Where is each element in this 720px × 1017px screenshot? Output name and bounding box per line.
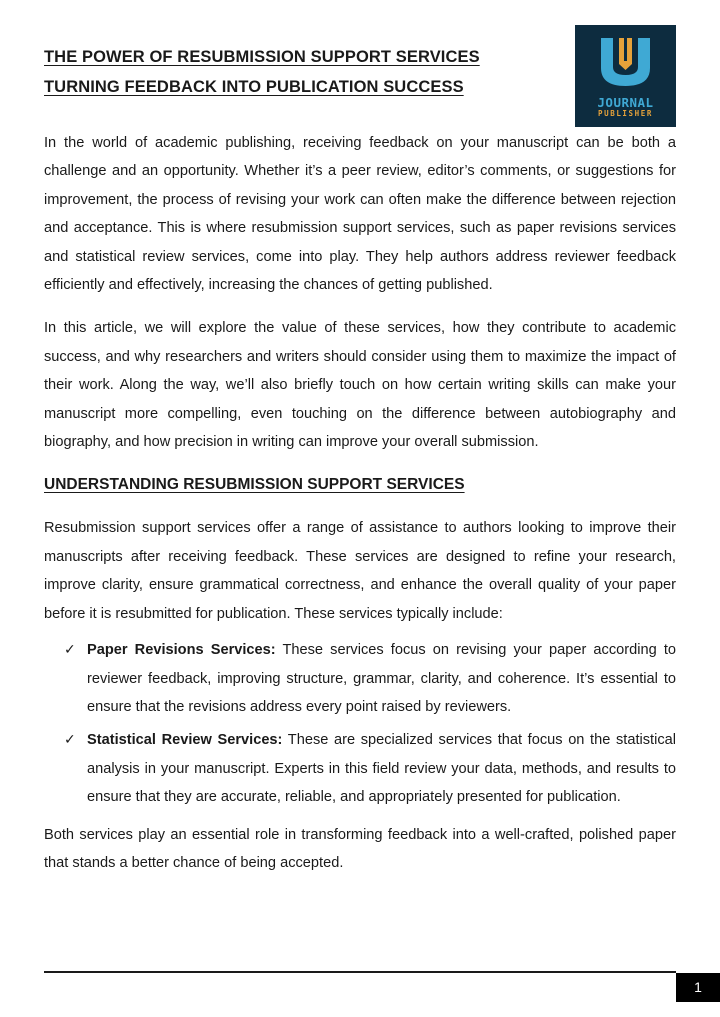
conclusion-paragraph: Both services play an essential role in transforming feedback into a well-crafted, polished paper that stands a better chance of being accepted.	[44, 826, 676, 871]
logo-j-emblem-icon	[575, 25, 676, 95]
logo-word-publisher: PUBLISHER	[597, 109, 654, 118]
title-line-1: THE POWER OF RESUBMISSION SUPPORT SERVICES	[44, 48, 480, 66]
page-number: 1	[676, 973, 720, 1002]
document-title	[44, 42, 554, 102]
checkmark-icon: ✓	[64, 642, 76, 659]
list-item-text: These are specialized services that focus on the statistical analysis in your manuscript. Experts in this field review your data, methods, and results to ensure that they are accurate, reliable, and appropriately presented for publication.	[87, 732, 676, 806]
checkmark-icon: ✓	[64, 732, 76, 749]
footer-divider	[44, 971, 676, 973]
intro-paragraph: In the world of academic publishing, receiving feedback on your manuscript can be both a challenge and an opportunity. Whether it’s a peer review, editor’s comments, or suggestions for improvement, the process of revising your work can often make the difference between rejection and acceptance. This is where resubmission support services, such as paper revisions services and statistical review services, come into play. They help authors address reviewer feedback efficiently and effectively, increasing the chances of getting published.	[44, 135, 676, 294]
section-heading: UNDERSTANDING RESUBMISSION SUPPORT SERVICES	[44, 476, 465, 494]
list-item	[44, 636, 676, 721]
services-intro-paragraph: Resubmission support services offer a range of assistance to authors looking to improve their manuscripts after receiving feedback. These services are designed to refine your research, improve clarity, ensure grammatical correctness, and enhance the overall quality of your paper before it is resubmitted for publication. These services typically include:	[44, 520, 676, 622]
list-item	[44, 726, 676, 811]
services-list	[44, 636, 676, 811]
document-body	[44, 128, 676, 877]
logo-word-journal: JOURNAL	[597, 95, 654, 110]
title-line-2: TURNING FEEDBACK INTO PUBLICATION SUCCESS	[44, 78, 464, 96]
list-item-text: These services focus on revising your paper according to reviewer feedback, improving structure, grammar, clarity, and coherence. It’s essential to ensure that the revisions address every point raised by reviewers.	[87, 642, 676, 715]
article-paragraph: In this article, we will explore the value of these services, how they contribute to academic success, and why researchers and writers should consider using them to maximize the impact of their work. Along the way, we’ll also briefly touch on how certain writing skills can make your manuscript more compelling, even touching on the difference between autobiography and biography, and how precision in writing can improve your overall submission.	[44, 320, 676, 451]
list-item-term: Paper Revisions Services:	[87, 642, 276, 659]
list-item-term: Statistical Review Services:	[87, 732, 283, 749]
journal-publisher-logo	[575, 25, 676, 127]
